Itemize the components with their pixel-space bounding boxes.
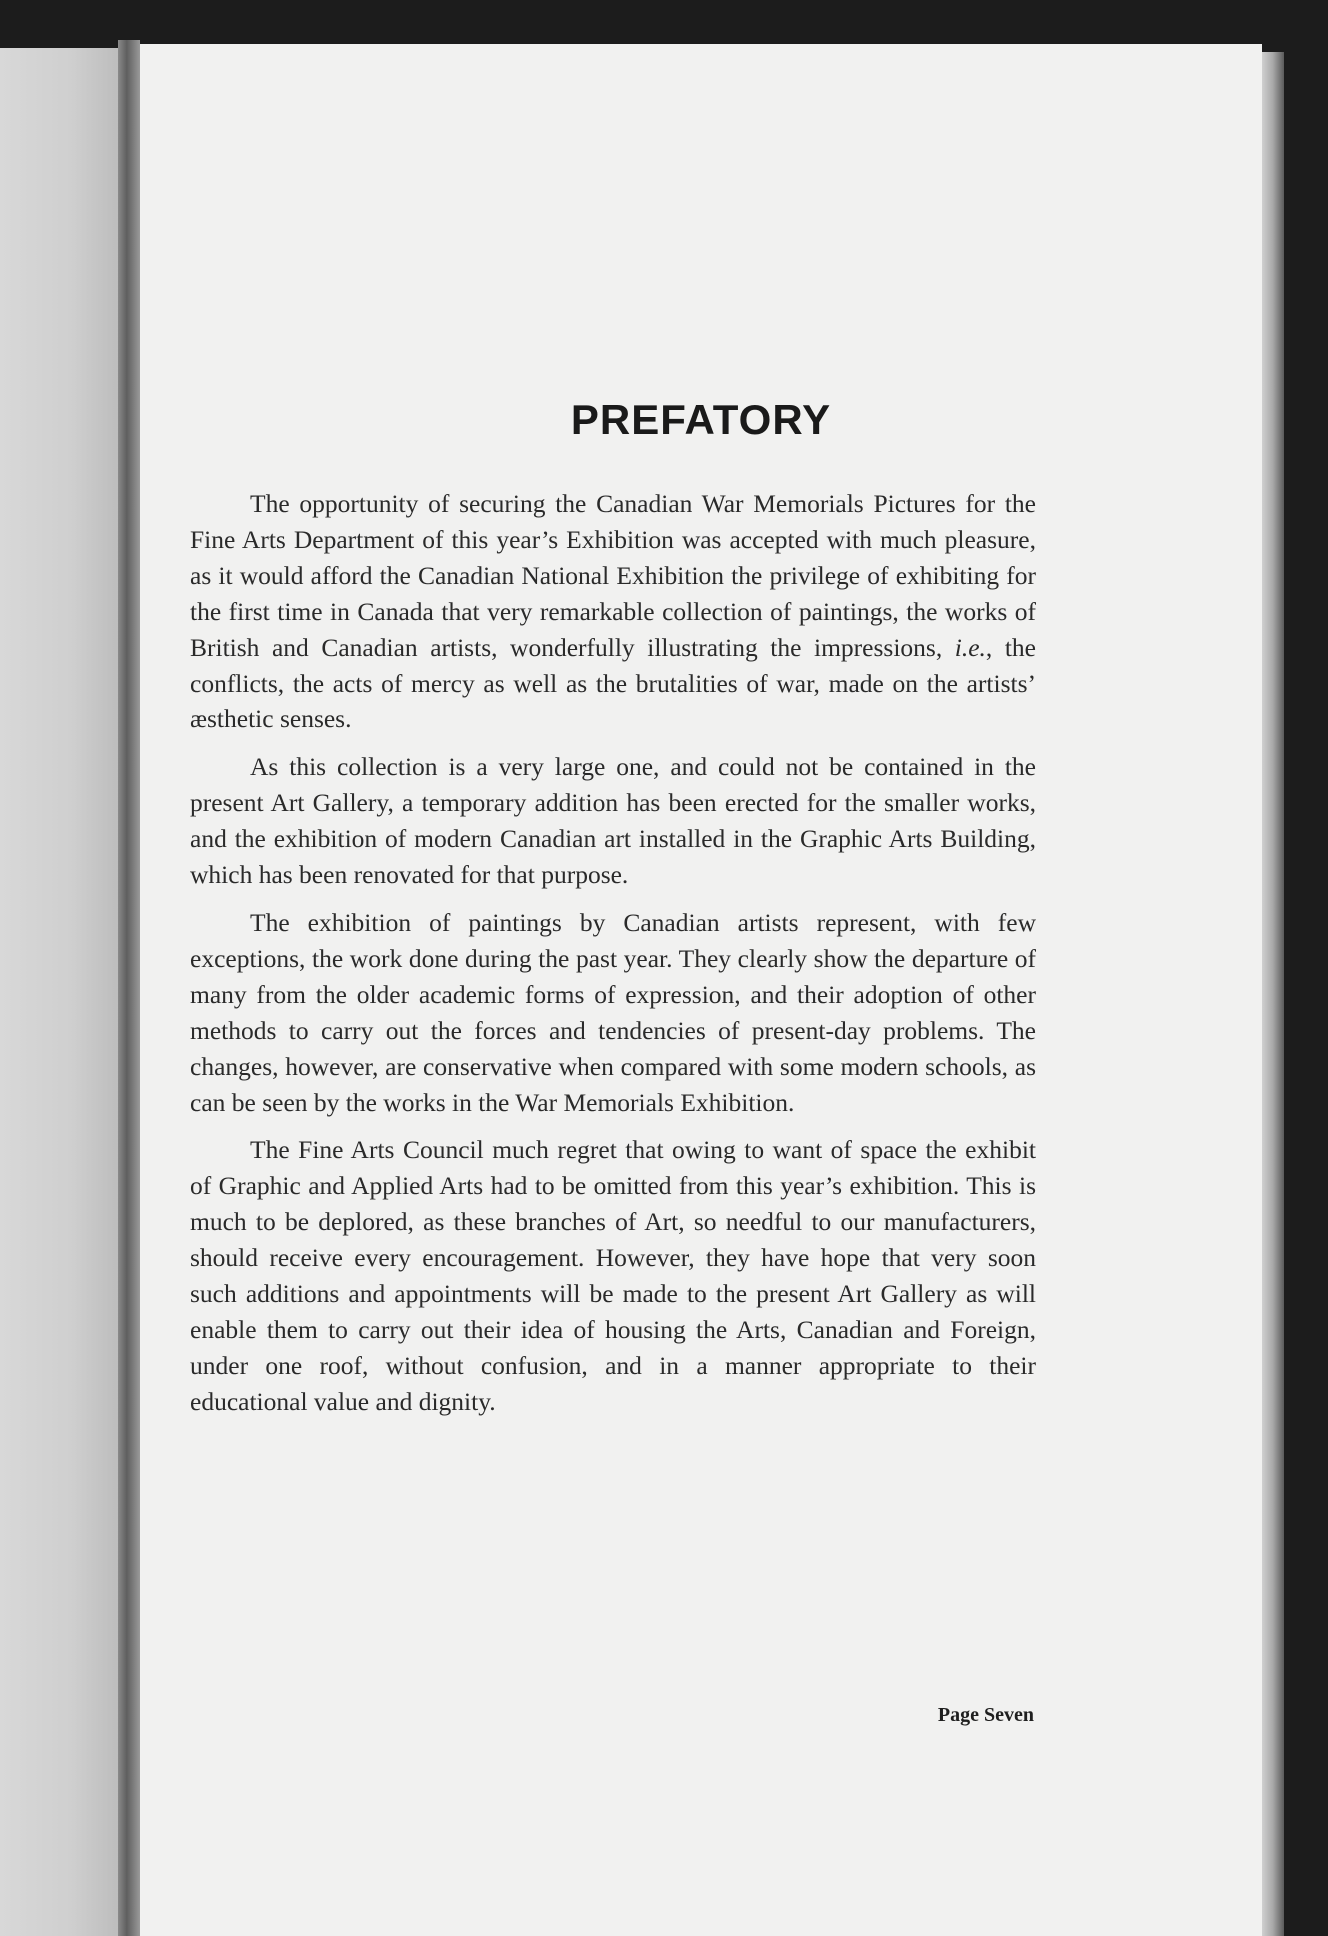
body-text <box>190 486 1036 1432</box>
right-page-edge <box>1262 52 1284 1936</box>
paragraph-3: The exhibition of paintings by Canadian artists represent, with few exceptions, the work done during the past year. They clearly show the departure of many from the older academic forms of expression, and their adoption of other methods to carry out the forces and tendencies of present-day problems. The changes, however, are conservative when compared with some modern schools, as can be seen by the works in the War Memorials Exhibition. <box>190 907 1036 1117</box>
paragraph-1-part-1: The opportunity of securing the Canadian War Memorials Pictures for the Fine Arts Department of this year’s Exhibition was accepted with much pleasure, as it would afford the Canadian National Exhibition the privilege of exhibiting for the first time in Canada that very remarkable collection of paintings, the works of British and Canadian artists, wonderfully illustrating the impressions, <box>190 489 1036 662</box>
page-title: PREFATORY <box>570 396 832 443</box>
paragraph-4: The Fine Arts Council much regret that owing to want of space the exhibit of Graphic and Applied Arts had to be omitted from this year’s exhibition. This is much to be deplored, as these branches of Art, so needful to our manufacturers, should receive every encouragement. However, they have hope that very soon such additions and appointments will be made to the present Art Gallery as will enable them to carry out their idea of housing the Arts, Canadian and Foreign, under one roof, without confusion, and in a manner appropriate to their educational value and dignity. <box>190 1135 1036 1416</box>
paragraph-1-part-2: , the conflicts, the acts of mercy as well as the brutalities of war, made on the artists’ æsthetic senses. <box>190 632 1037 734</box>
left-page-edge <box>0 48 118 1936</box>
paragraph-1 <box>190 486 1036 737</box>
page-number: Page Seven <box>937 1704 1034 1726</box>
book-spine <box>118 40 140 1936</box>
paragraph-1-italic: i.e. <box>954 632 986 662</box>
paragraph-2: As this collection is a very large one, and could not be contained in the present Art Gallery, a temporary addition has been erected for the smaller works, and the exhibition of modern Canadian art installed in the Graphic Arts Building, which has been renovated for that purpose. <box>190 752 1036 890</box>
